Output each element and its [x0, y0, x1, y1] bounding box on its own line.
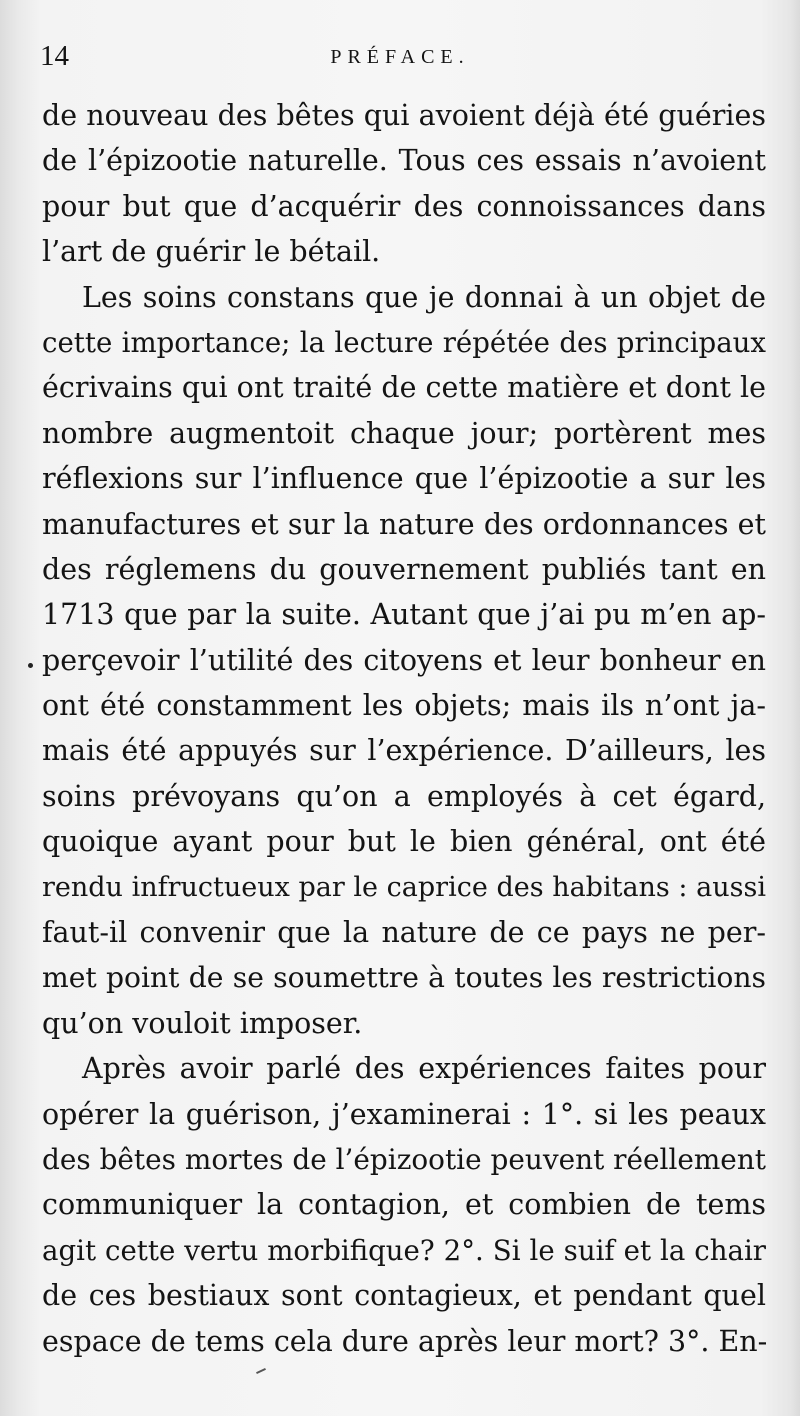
text-line: pour but que d’acquérir des connoissances dans	[42, 189, 766, 223]
text-line: perçevoir l’utilité des citoyens et leur bonheur en	[42, 643, 766, 677]
body-text	[42, 93, 766, 1364]
ink-speck	[28, 663, 33, 668]
text-line: des réglemens du gouvernement publiés tant en	[42, 552, 766, 586]
text-line: cette importance; la lecture répétée des principaux	[42, 325, 766, 359]
ink-mark	[256, 1368, 266, 1374]
text-line: rendu infructueux par le caprice des habitans : aussi	[42, 871, 766, 903]
text-line: agit cette vertu morbifique? 2°. Si le suif et la chair	[42, 1233, 766, 1267]
text-line: Après avoir parlé des expériences faites pour	[82, 1052, 766, 1086]
text-line: espace de tems cela dure après leur mort? 3°. En-	[42, 1324, 768, 1358]
text-line: Les soins constans que je donnai à un objet de	[82, 280, 766, 314]
text-line: 1713 que par la suite. Autant que j’ai pu m’en ap-	[42, 598, 766, 632]
text-line: des bêtes mortes de l’épizootie peuvent réellement	[42, 1142, 766, 1176]
text-line: nombre augmentoit chaque jour; portèrent mes	[42, 416, 766, 450]
text-line: manufactures et sur la nature des ordonnances et	[42, 507, 766, 541]
text-line: de ces bestiaux sont contagieux, et pendant quel	[42, 1279, 766, 1313]
text-line: de nouveau des bêtes qui avoient déjà été guéries	[42, 99, 766, 132]
text-line: ont été constamment les objets; mais ils n’ont ja-	[42, 689, 766, 723]
page-number: 14	[40, 40, 69, 72]
running-head: PRÉFACE.	[330, 46, 470, 68]
paragraph-3	[42, 1046, 766, 1364]
page-header	[40, 40, 760, 84]
paragraph-1	[42, 93, 766, 275]
paragraph-2	[42, 275, 766, 1047]
text-line: faut-il convenir que la nature de ce pays ne per-	[42, 916, 766, 950]
text-line: quoique ayant pour but le bien général, ont été	[42, 825, 766, 859]
text-line: l’art de guérir le bétail.	[42, 235, 381, 269]
text-line: mais été appuyés sur l’expérience. D’ailleurs, les	[42, 734, 766, 768]
text-line: écrivains qui ont traité de cette matière et dont le	[42, 371, 766, 405]
text-line: met point de se soumettre à toutes les restrictions	[42, 961, 766, 995]
text-line: réflexions sur l’influence que l’épizootie a sur les	[42, 462, 766, 496]
text-line: de l’épizootie naturelle. Tous ces essais n’avoient	[42, 144, 766, 178]
text-line: qu’on vouloit imposer.	[42, 1006, 363, 1040]
text-line: soins prévoyans qu’on a employés à cet égard,	[42, 779, 766, 813]
text-line: opérer la guérison, j’examinerai : 1°. si les peaux	[42, 1097, 766, 1131]
text-line: communiquer la contagion, et combien de tems	[42, 1188, 766, 1222]
